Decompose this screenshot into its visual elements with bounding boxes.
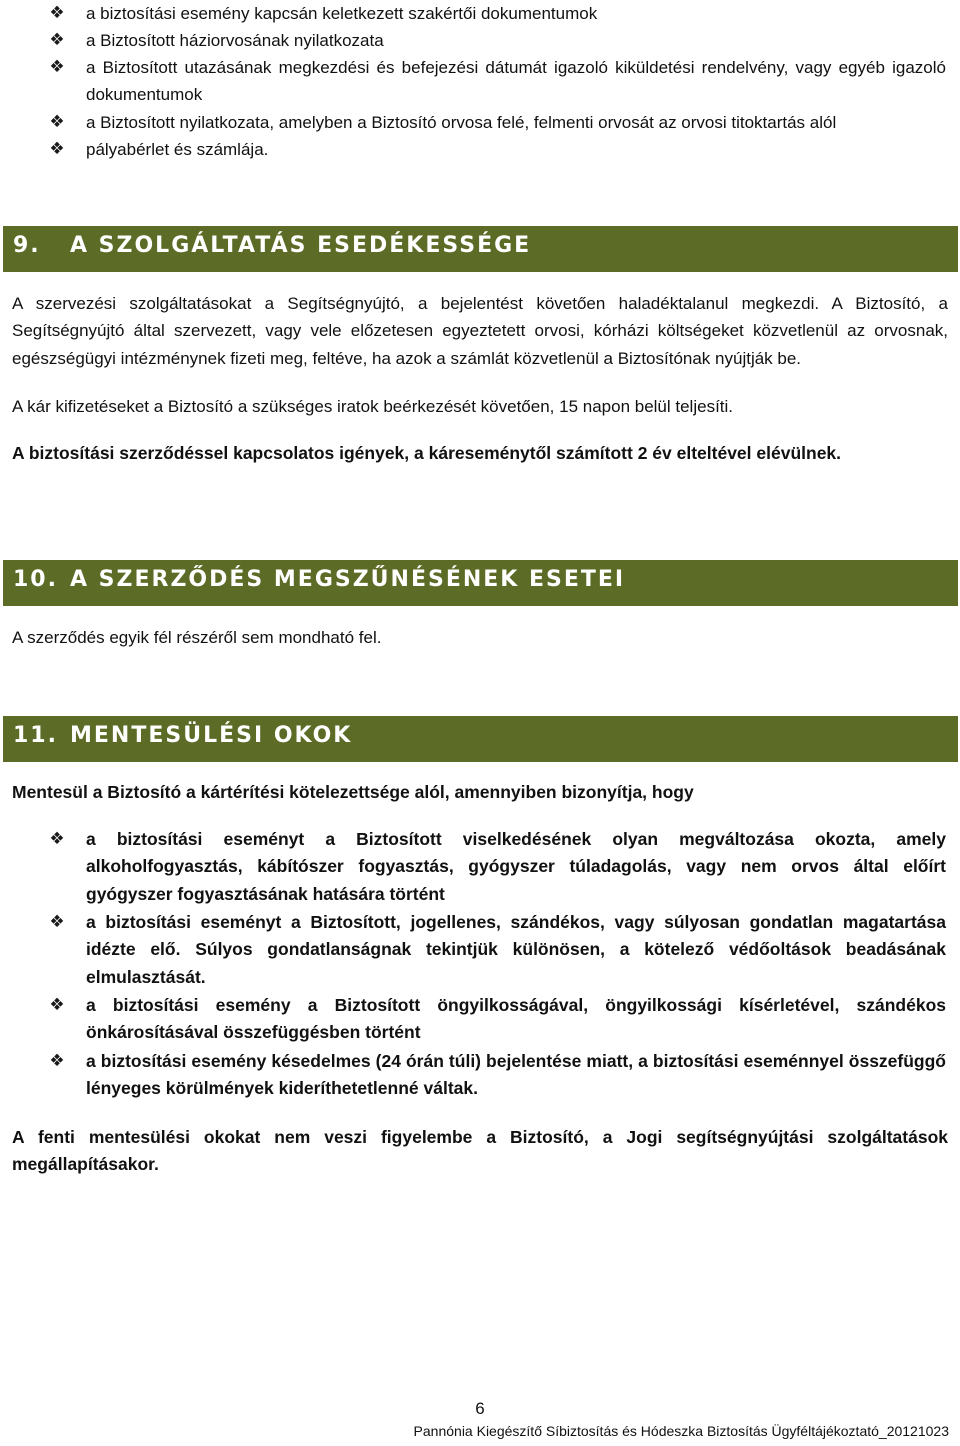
section-title: A SZOLGÁLTATÁS ESEDÉKESSÉGE	[70, 233, 532, 258]
list-item	[0, 909, 960, 991]
paragraph: A kár kifizetéseket a Biztosító a szükséges iratok beérkezését követően, 15 napon belül teljesíti.	[12, 397, 734, 416]
list-item-text: a biztosítási eseményt a Biztosított viselkedésének olyan megváltozása okozta, amely alkoholfogyasztás, kábítószer fogyasztás, gyógyszer túladagolás, vagy nem orvos által előírt gyógyszer fogyasztásának hatására történt	[86, 829, 946, 904]
paragraph-bold: A fenti mentesülési okokat nem veszi figyelembe a Biztosító, a Jogi segítségnyújtási szolgáltatások megállapításakor.	[12, 1127, 948, 1175]
diamond-bullet-icon: ❖	[49, 912, 65, 932]
paragraph-bold: A biztosítási szerződéssel kapcsolatos igények, a káreseménytől számított 2 év elteltével elévülnek.	[12, 443, 842, 463]
paragraph: A szerződés egyik fél részéről sem mondható fel.	[12, 628, 382, 647]
list-item	[0, 109, 960, 136]
diamond-bullet-icon: ❖	[49, 995, 65, 1015]
section-title: MENTESÜLÉSI OKOK	[70, 723, 353, 748]
list-item-text: a biztosítási esemény a Biztosított öngyilkosságával, öngyilkossági kísérletével, szándékos önkárosításával összefüggésben történt	[86, 995, 946, 1043]
section-title: A SZERZŐDÉS MEGSZŰNÉSÉNEK ESETEI	[70, 567, 626, 592]
diamond-bullet-icon: ❖	[49, 829, 65, 849]
diamond-bullet-icon: ❖	[49, 57, 65, 77]
list-item-text: pályabérlet és számlája.	[86, 140, 269, 159]
list-item	[0, 826, 960, 908]
paragraph: A szervezési szolgáltatásokat a Segítségnyújtó, a bejelentést követően haladéktalanul megkezdi. A Biztosító, a Segítségnyújtó által szervezett, vagy vele előzetesen egyeztetett orvosi, kórházi költségeket közvetlenül az orvosnak, egészségügyi intézménynek fizeti meg, feltéve, ha azok a számlát közvetlenül a Biztosítónak nyújtják be.	[12, 294, 948, 368]
list-item	[0, 27, 960, 54]
section-heading-10	[3, 560, 958, 606]
list-item-text: a Biztosított háziorvosának nyilatkozata	[86, 31, 384, 50]
diamond-bullet-icon: ❖	[49, 1051, 65, 1071]
section-heading-11	[3, 716, 958, 762]
list-item	[0, 1048, 960, 1103]
page-number: 6	[475, 1399, 485, 1418]
list-item	[0, 0, 960, 27]
list-item-text: a biztosítási esemény kapcsán keletkezett szakértői dokumentumok	[86, 4, 598, 23]
diamond-bullet-icon: ❖	[49, 139, 65, 159]
diamond-bullet-icon: ❖	[49, 112, 65, 132]
list-item	[0, 54, 960, 109]
list-item-text: a Biztosított nyilatkozata, amelyben a Biztosító orvosa felé, felmenti orvosát az orvosi titoktartás alól	[86, 113, 837, 132]
section-number: 11.	[13, 723, 58, 748]
list-item	[0, 992, 960, 1047]
list-item-text: a biztosítási esemény késedelmes (24 órán túli) bejelentése miatt, a biztosítási eseménnyel összefüggő lényeges körülmények kideríthetetlenné váltak.	[86, 1051, 946, 1099]
section-number: 10.	[13, 567, 58, 592]
diamond-bullet-icon: ❖	[49, 30, 65, 50]
list-item	[0, 136, 960, 163]
document-footer-title: Pannónia Kiegészítő Síbiztosítás és Hódeszka Biztosítás Ügyféltájékoztató_20121023	[413, 1423, 949, 1439]
diamond-bullet-icon: ❖	[49, 3, 65, 23]
list-item-text: a Biztosított utazásának megkezdési és befejezési dátumát igazoló kiküldetési rendelvény, vagy egyéb igazoló dokumentumok	[86, 58, 946, 105]
list-item-text: a biztosítási eseményt a Biztosított, jogellenes, szándékos, vagy súlyosan gondatlan magatartása idézte elő. Súlyos gondatlanságnak tekintjük különösen, a kötelező védőoltások beadásának elmulasztását.	[86, 912, 946, 987]
section-number: 9.	[13, 233, 41, 258]
paragraph-bold: Mentesül a Biztosító a kártérítési kötelezettsége alól, amennyiben bizonyítja, hogy	[12, 782, 694, 802]
section-heading-9	[3, 226, 958, 272]
